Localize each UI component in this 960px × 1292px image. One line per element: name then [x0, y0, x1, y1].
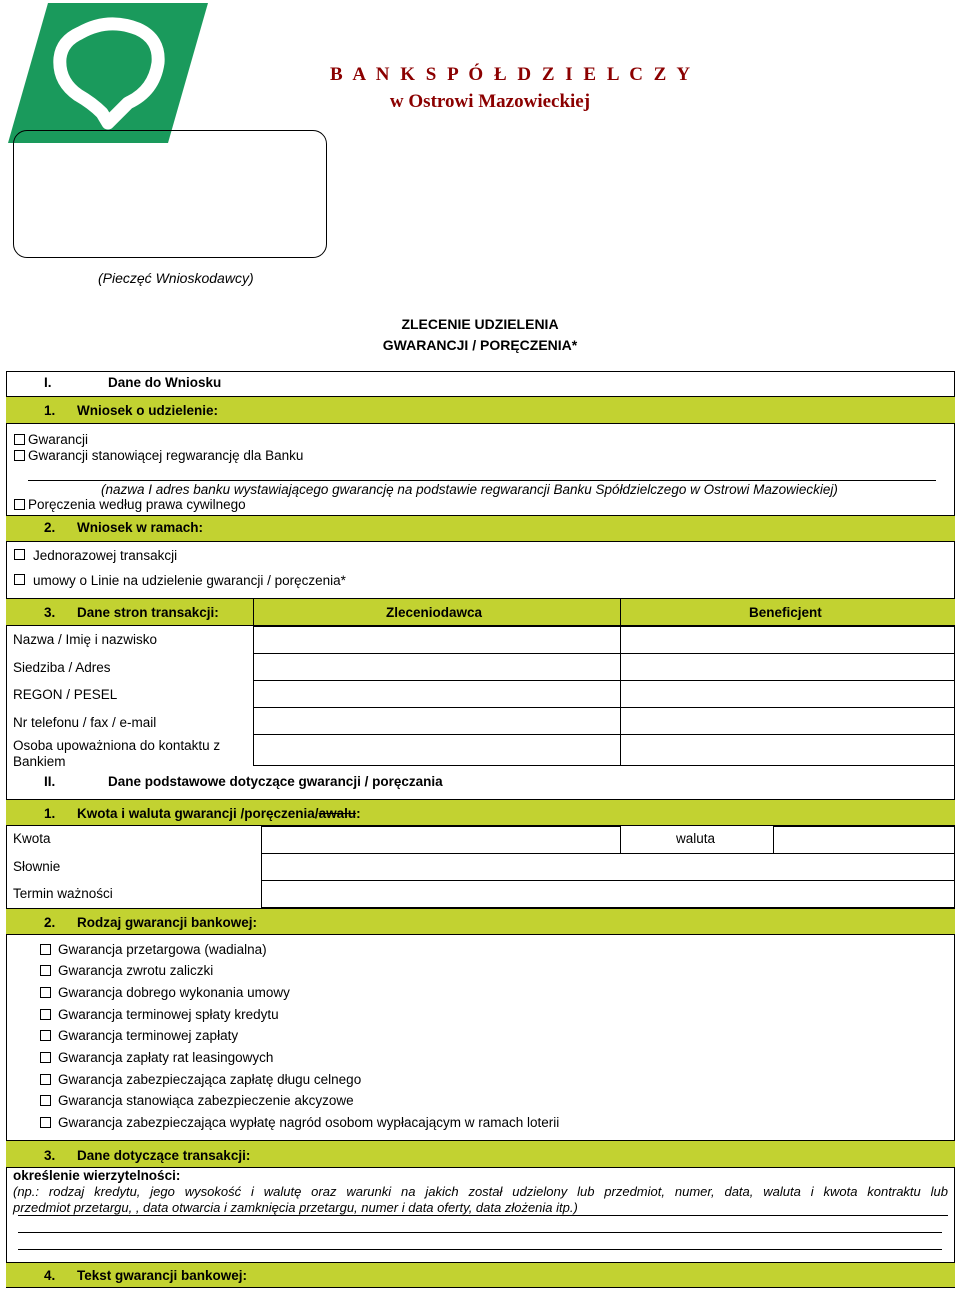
type-wykonania: Gwarancja dobrego wykonania umowy	[58, 985, 290, 1000]
q1-number: 1.	[44, 403, 56, 418]
checkbox-zaliczki[interactable]	[40, 965, 51, 976]
col-zleceniodawca: Zleceniodawca	[386, 605, 483, 620]
checkbox-leasing[interactable]	[40, 1052, 51, 1063]
checkbox-cla[interactable]	[40, 1074, 51, 1085]
s2q2-label: Rodzaj gwarancji bankowej:	[77, 915, 258, 930]
bank-note: (nazwa I adres banku wystawiającego gwarancję na podstawie regwarancji Banku Spółdzielczego w Ostrowi Mazowieckiej)	[101, 482, 838, 497]
s2q1-label: Kwota i waluta gwarancji /poręczenia/awalu:	[77, 806, 361, 821]
s2q4-number: 4.	[44, 1268, 56, 1283]
q3-label: Dane stron transakcji:	[77, 605, 219, 620]
checkbox-akcyza[interactable]	[40, 1095, 51, 1106]
type-wadialna: Gwarancja przetargowa (wadialna)	[58, 942, 267, 957]
q3-number: 3.	[44, 605, 56, 620]
checkbox-wykonania[interactable]	[40, 987, 51, 998]
row-regon: REGON / PESEL	[13, 687, 118, 702]
q3-divider-1	[253, 598, 254, 626]
slownie-label: Słownie	[13, 859, 61, 874]
q3-divider-2	[620, 598, 621, 626]
zleceniodawca-nazwa-field[interactable]	[253, 626, 621, 654]
section1-number: I.	[44, 375, 52, 390]
section2-label: Dane podstawowe dotyczące gwarancji / poręczania	[108, 774, 443, 789]
checkbox-wadialna[interactable]	[40, 944, 51, 955]
claim-divider	[18, 1215, 948, 1216]
beneficjent-regon-field[interactable]	[620, 680, 955, 708]
row-telefon: Nr telefonu / fax / e-mail	[13, 715, 157, 730]
zleceniodawca-osoba-field[interactable]	[253, 734, 621, 766]
s2q3-label: Dane dotyczące transakcji:	[77, 1148, 251, 1163]
stamp-caption: (Pieczęć Wnioskodawcy)	[98, 270, 254, 286]
type-cla: Gwarancja zabezpieczająca zapłatę długu celnego	[58, 1072, 362, 1087]
kwota-field[interactable]	[261, 826, 621, 854]
checkbox-poreczenie[interactable]	[14, 499, 25, 510]
checkbox-jednorazowa[interactable]	[14, 549, 25, 560]
checkbox-linia[interactable]	[14, 574, 25, 585]
kwota-label: Kwota	[13, 831, 51, 846]
option-regwarancja: Gwarancji stanowiącej regwarancję dla Banku	[28, 448, 304, 463]
option-jednorazowa: Jednorazowej transakcji	[33, 548, 178, 563]
waluta-field[interactable]	[773, 826, 955, 854]
checkbox-regwarancja[interactable]	[14, 450, 25, 461]
q2-number: 2.	[44, 520, 56, 535]
waluta-label: waluta	[676, 831, 716, 846]
zleceniodawca-regon-field[interactable]	[253, 680, 621, 708]
s2q1-number: 1.	[44, 806, 56, 821]
checkbox-gwarancji[interactable]	[14, 434, 25, 445]
beneficjent-osoba-field[interactable]	[620, 734, 955, 766]
type-loteria: Gwarancja zabezpieczająca wypłatę nagród osobom wypłacającym w ramach loterii	[58, 1115, 560, 1130]
row-osoba-line1: Osoba upoważniona do kontaktu z	[13, 738, 221, 753]
col-beneficjent: Beneficjent	[749, 605, 822, 620]
bank-spoldzielczy-logo-icon	[8, 3, 208, 143]
checkbox-splaty-kredytu[interactable]	[40, 1009, 51, 1020]
s2q4-label: Tekst gwarancji bankowej:	[77, 1268, 248, 1283]
bank-name-field[interactable]	[28, 480, 936, 481]
type-zaliczki: Gwarancja zwrotu zaliczki	[58, 963, 214, 978]
form-title-line2: GWARANCJI / PORĘCZENIA*	[382, 337, 578, 353]
slownie-field[interactable]	[261, 853, 955, 881]
zleceniodawca-telefon-field[interactable]	[253, 707, 621, 735]
checkbox-terminowej-zaplaty[interactable]	[40, 1030, 51, 1041]
section2-number: II.	[44, 774, 56, 789]
termin-field[interactable]	[261, 880, 955, 908]
option-gwarancji: Gwarancji	[28, 432, 89, 447]
claim-hint-line2: przedmiot przetargu, , data otwarcia i zamknięcia przetargu, numer i data oferty, data złożenia itp.)	[13, 1200, 578, 1215]
row-siedziba: Siedziba / Adres	[13, 660, 111, 675]
option-linia: umowy o Linie na udzielenie gwarancji / poręczenia*	[33, 573, 346, 588]
beneficjent-nazwa-field[interactable]	[620, 626, 955, 654]
claim-label: określenie wierzytelności:	[13, 1168, 181, 1183]
type-akcyza: Gwarancja stanowiąca zabezpieczenie akcyzowe	[58, 1093, 354, 1108]
form-title-line1: ZLECENIE UDZIELENIA	[401, 316, 559, 332]
checkbox-loteria[interactable]	[40, 1117, 51, 1128]
option-poreczenie: Poręczenia według prawa cywilnego	[28, 497, 246, 512]
type-splaty-kredytu: Gwarancja terminowej spłaty kredytu	[58, 1007, 279, 1022]
claim-line-2[interactable]	[18, 1249, 942, 1250]
claim-hint-line1: (np.: rodzaj kredytu, jego wysokość i walutę oraz warunki na jakich został udzielony lub przedmiot, numer, data, waluta i kwota kontraktu lub	[13, 1184, 948, 1199]
type-leasing: Gwarancja zapłaty rat leasingowych	[58, 1050, 274, 1065]
row-osoba-line2: Bankiem	[13, 754, 66, 769]
claim-line-1[interactable]	[18, 1232, 942, 1233]
s2q2-number: 2.	[44, 915, 56, 930]
beneficjent-telefon-field[interactable]	[620, 707, 955, 735]
zleceniodawca-adres-field[interactable]	[253, 653, 621, 681]
q1-label: Wniosek o udzielenie:	[77, 403, 219, 418]
beneficjent-adres-field[interactable]	[620, 653, 955, 681]
bank-name: B A N K S P Ó Ł D Z I E L C Z Y	[330, 64, 694, 85]
applicant-stamp-box	[13, 130, 327, 258]
termin-label: Termin ważności	[13, 886, 113, 901]
section1-label: Dane do Wniosku	[108, 375, 222, 390]
type-terminowej-zaplaty: Gwarancja terminowej zapłaty	[58, 1028, 239, 1043]
waluta-divider	[620, 826, 621, 854]
row-nazwa: Nazwa / Imię i nazwisko	[13, 632, 158, 647]
q2-label: Wniosek w ramach:	[77, 520, 204, 535]
bank-city: w Ostrowi Mazowieckiej	[389, 91, 591, 112]
s2q3-number: 3.	[44, 1148, 56, 1163]
